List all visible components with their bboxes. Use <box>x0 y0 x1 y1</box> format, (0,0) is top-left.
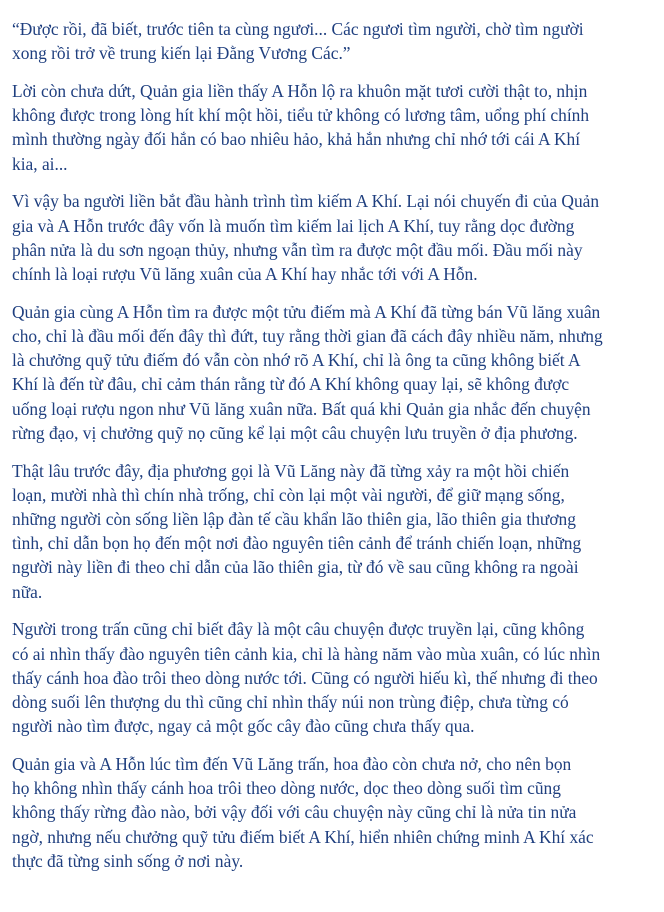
paragraph-3: Vì vậy ba người liền bắt đầu hành trình tìm kiếm A Khí. Lại nói chuyến đi của Quản gia và A Hỗn trước đây vốn là muốn tìm kiếm lai lịch A Khí, tuy rằng dọc đường phân nửa là du sơn ngoạn thủy, nhưng vẫn tìm ra được một đầu mối. Đầu mối này chính là loại rượu Vũ lăng xuân của A Khí hay nhắc tới với A Hỗn. <box>12 191 600 285</box>
paragraph-5: Thật lâu trước đây, địa phương gọi là Vũ Lăng này đã từng xảy ra một hồi chiến loạn, mười nhà thì chín nhà trống, chỉ còn lại một vài người, để giữ mạng sống, những người còn sống liền lập đàn tế cầu khẩn lão thiên gia, lão thiên gia thương tình, chỉ dẫn bọn họ đến một nơi đào nguyên tiên cảnh để tránh chiến loạn, những người này liền đi theo chỉ dẫn của lão thiên gia, từ đó về sau cũng không ra ngoài nữa. <box>12 460 582 602</box>
paragraph-2: Lời còn chưa dứt, Quản gia liền thấy A Hỗn lộ ra khuôn mặt tươi cười thật to, nhịn không được trong lòng hít khí một hồi, tiểu tử không có lương tâm, uổng phí chính mình thường ngày đối hắn có bao nhiêu hảo, khả hắn nhưng chỉ nhớ tới cái A Khí kia, ai... <box>12 81 590 174</box>
paragraph-1: “Được rồi, đã biết, trước tiên ta cùng ngươi... Các ngươi tìm người, chờ tìm người xong rồi trở về trung kiến lại Đằng Vương Các.” <box>12 19 584 64</box>
paragraph-4: Quản gia cùng A Hỗn tìm ra được một tửu điếm mà A Khí đã từng bán Vũ lăng xuân cho, chỉ là đầu mối đến đây thì đứt, tuy rằng thời gian đã cách đây nhiều năm, nhưng là chưởng quỹ tửu điếm đó vẫn còn nhớ rõ A Khí, chỉ là ông ta cũng không biết A Khí là đến từ đâu, chỉ cảm thán rằng từ đó A Khí không quay lại, sẽ không được uống loại rượu ngon như Vũ lăng xuân nữa. Bất quá khi Quản gia nhắc đến chuyện rừng đạo, vị chưởng quỹ nọ cũng kể lại một câu chuyện lưu truyền ở địa phương. <box>12 301 603 443</box>
paragraph-6: Người trong trấn cũng chỉ biết đây là một câu chuyện được truyền lại, cũng không có ai nhìn thấy đào nguyên tiên cảnh kia, chỉ là hàng năm vào mùa xuân, có lúc nhìn thấy cánh hoa đào trôi theo dòng nước tới. Cũng có người hiếu kì, thế nhưng đi theo dòng suối lên thượng du thì cũng chỉ nhìn thấy núi non trùng điệp, chưa từng có người nào tìm được, ngay cả một gốc cây đào cũng chưa thấy qua. <box>12 619 601 737</box>
paragraph-7: Quản gia và A Hỗn lúc tìm đến Vũ Lăng trấn, hoa đào còn chưa nở, cho nên bọn họ không nhìn thấy cánh hoa trôi theo dòng nước, dọc theo dòng suối tìm cũng không thấy rừng đào nào, bởi vậy đối với câu chuyện này cũng chỉ là nửa tin nửa ngờ, nhưng nếu chưởng quỹ tửu điếm biết A Khí, hiển nhiên chứng minh A Khí xác thực đã từng sinh sống ở nơi này. <box>12 754 594 871</box>
